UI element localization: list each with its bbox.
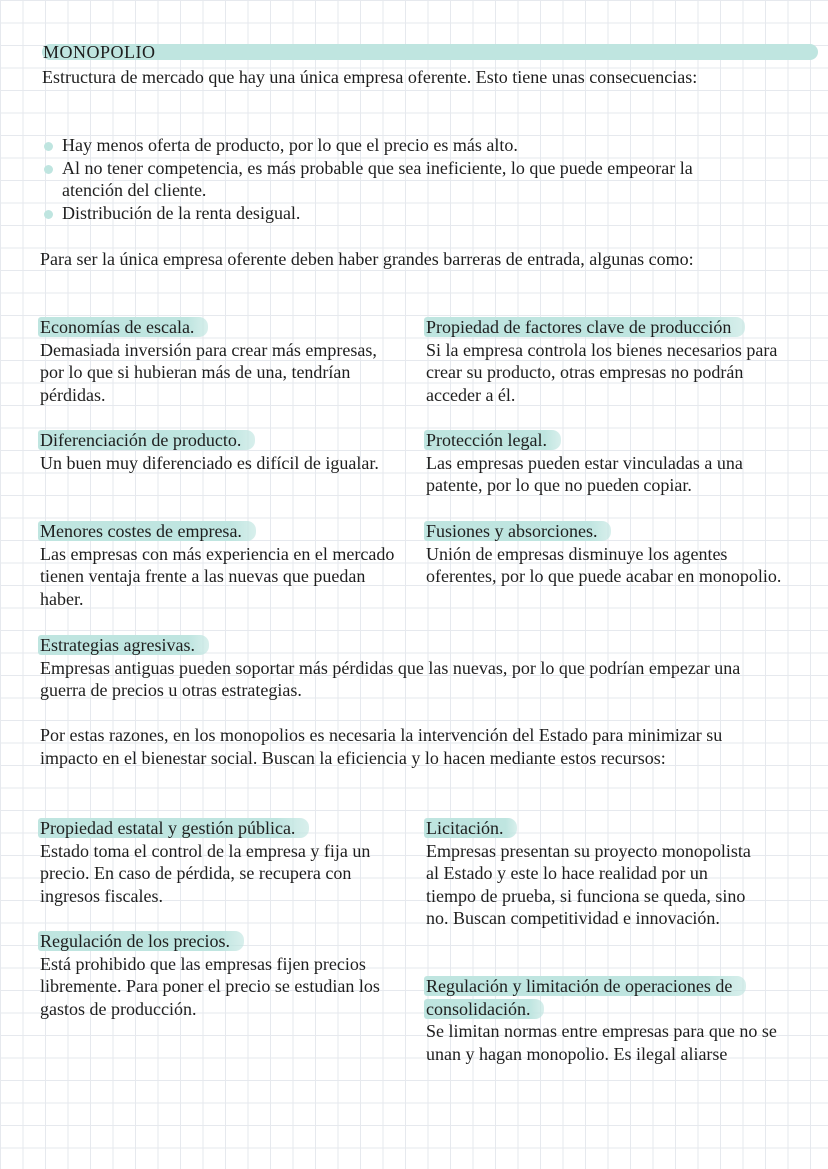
section-heading: Regulación y limitación de operaciones de consolidación. — [424, 976, 746, 1019]
barrier-estrategias-agresivas — [40, 634, 790, 702]
section-heading: Protección legal. — [424, 430, 561, 450]
list-item: Al no tener competencia, es más probable que sea ineficiente, lo que puede empeorar la atención del cliente. — [42, 157, 732, 202]
section-text: Empresas presentan su proyecto monopolista al Estado y este lo hace realidad por un tiempo de prueba, si funciona se queda, sino no. Buscan competitividad e innovación. — [426, 840, 751, 928]
section-text: Las empresas con más experiencia en el mercado tienen ventaja frente a las nuevas que puedan haber. — [40, 543, 395, 609]
section-text: Estado toma el control de la empresa y fija un precio. En caso de pérdida, se recupera con ingresos fiscales. — [40, 840, 371, 906]
barrier-economias-escala — [40, 316, 400, 406]
section-heading: Licitación. — [424, 818, 517, 838]
consequences-list — [42, 134, 732, 224]
section-heading: Economías de escala. — [38, 317, 208, 337]
section-heading: Diferenciación de producto. — [38, 430, 255, 450]
section-heading: Regulación de los precios. — [38, 931, 244, 951]
intro-paragraph: Estructura de mercado que hay una única empresa oferente. Esto tiene unas consecuencias: — [42, 67, 698, 87]
section-text: Se limitan normas entre empresas para que no se unan y hagan monopolio. Es ilegal aliarse — [426, 1021, 777, 1064]
title-highlight-bar — [42, 44, 818, 60]
section-text: Unión de empresas disminuye los agentes oferentes, por lo que puede acabar en monopolio. — [426, 543, 782, 586]
state-intro: Por estas razones, en los monopolios es necesaria la intervención del Estado para minimizar su impacto en el bienestar social. Buscan la eficiencia y lo hacen mediante estos recursos: — [40, 725, 723, 768]
barriers-intro: Para ser la única empresa oferente deben haber grandes barreras de entrada, algunas como: — [40, 249, 694, 269]
resource-licitacion — [426, 817, 756, 930]
section-heading: Propiedad estatal y gestión pública. — [38, 818, 309, 838]
section-text: Un buen muy diferenciado es difícil de igualar. — [40, 452, 379, 473]
resource-propiedad-estatal — [40, 817, 400, 907]
section-heading: Fusiones y absorciones. — [424, 521, 611, 541]
barrier-menores-costes — [40, 520, 400, 610]
section-heading: Propiedad de factores clave de producción — [424, 317, 745, 337]
section-text: Está prohibido que las empresas fijen precios libremente. Para poner el precio se estudian los gastos de producción. — [40, 953, 380, 1019]
list-item: Hay menos oferta de producto, por lo que el precio es más alto. — [42, 134, 732, 157]
barrier-propiedad-factores — [426, 316, 796, 406]
resource-regulacion-precios — [40, 930, 400, 1020]
section-text: Si la empresa controla los bienes necesarios para crear su producto, otras empresas no podrán acceder a él. — [426, 339, 778, 405]
section-text: Empresas antiguas pueden soportar más pérdidas que las nuevas, por lo que podrían empezar una guerra de precios u otras estrategias. — [40, 657, 741, 700]
section-heading: Menores costes de empresa. — [38, 521, 256, 541]
section-heading: Estrategias agresivas. — [38, 635, 209, 655]
section-text: Las empresas pueden estar vinculadas a una patente, por lo que no pueden copiar. — [426, 452, 743, 495]
page-title: MONOPOLIO — [43, 42, 156, 62]
section-text: Demasiada inversión para crear más empresas, por lo que si hubieran más de una, tendrían pérdidas. — [40, 339, 377, 405]
barrier-fusiones — [426, 520, 796, 588]
barrier-diferenciacion — [40, 429, 400, 474]
list-item: Distribución de la renta desigual. — [42, 202, 732, 225]
resource-regulacion-consolidacion — [426, 975, 796, 1065]
barrier-proteccion-legal — [426, 429, 796, 497]
